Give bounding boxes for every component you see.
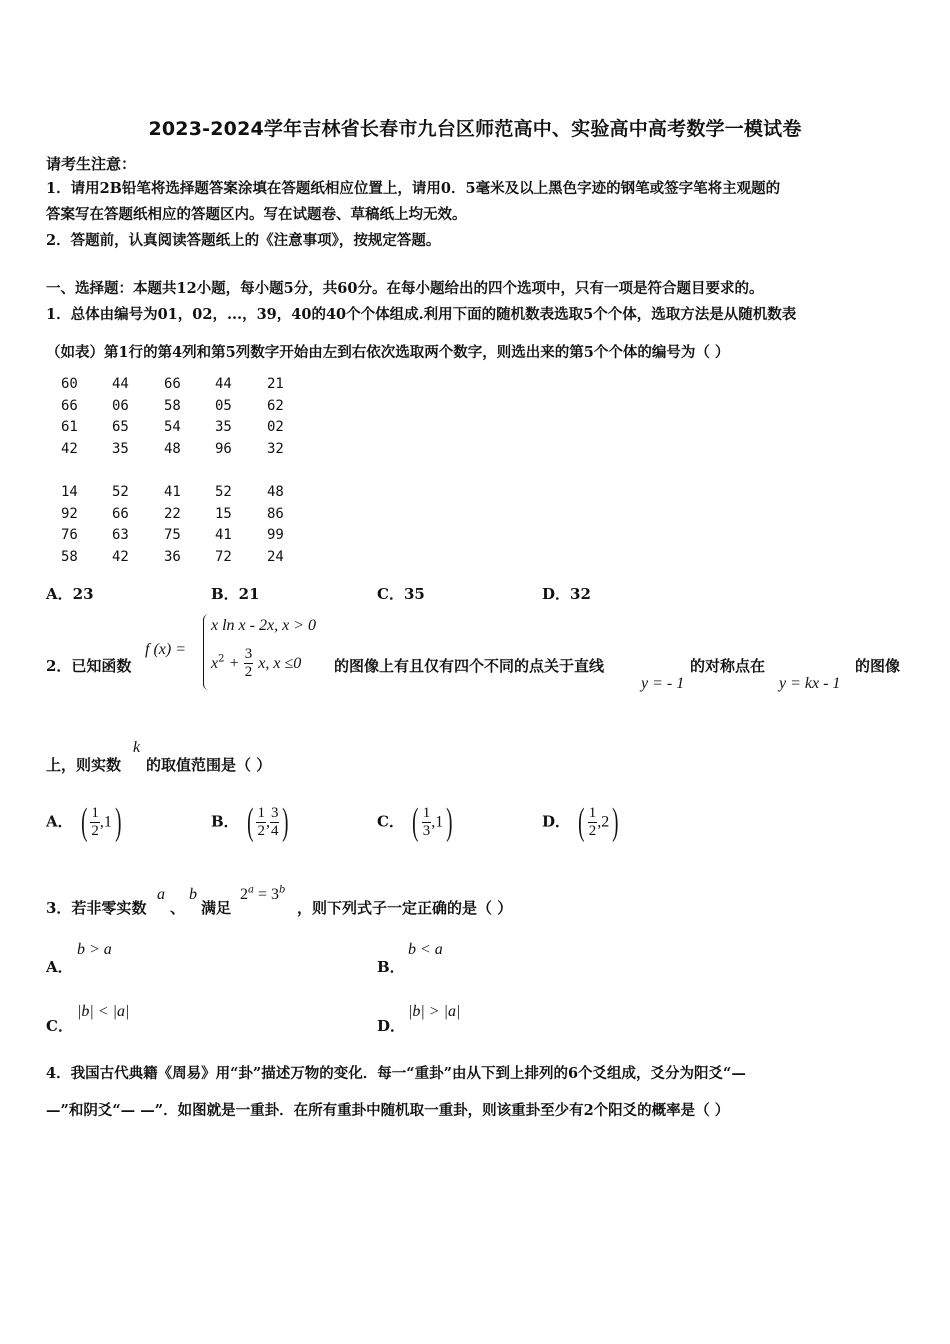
- q3-option-a-label[interactable]: A．: [46, 958, 73, 976]
- q4-line-1: 4．我国古代典籍《周易》用“卦”描述万物的变化．每一“重卦”由从下到上排列的6个爻组成，爻分为阳爻“—: [46, 1065, 746, 1082]
- q3-var-a: a: [157, 886, 165, 903]
- q2-text-mid-1: 的图像上有且仅有四个不同的点关于直线: [334, 657, 605, 675]
- table-cell: 66: [112, 505, 129, 522]
- q3-option-c-label[interactable]: C．: [46, 1017, 73, 1035]
- table-cell: 35: [112, 440, 129, 457]
- q3-option-a-expr[interactable]: b > a: [77, 941, 112, 958]
- table-cell: 58: [61, 548, 78, 565]
- q3-prefix: 3．若非零实数: [46, 899, 147, 917]
- q2-var-k: k: [133, 739, 141, 756]
- q3-option-c-expr[interactable]: |b| < |a|: [77, 1003, 130, 1020]
- table-cell: 42: [61, 440, 78, 457]
- table-cell: 15: [215, 505, 232, 522]
- q2-case-2-fraction: $\frac{3}{2}$: [244, 646, 253, 680]
- q2-line-kx: y = kx - 1: [779, 675, 841, 692]
- q1-line-2: （如表）第1行的第4列和第5列数字开始由左到右依次选取两个数字，则选出来的第5个个体的编号为（ ）: [46, 344, 730, 361]
- q2-case-1: x ln x - 2x, x > 0: [211, 617, 316, 634]
- table-cell: 66: [61, 397, 78, 414]
- q2-case-2: $x^2$ + $\frac{3}{2}$ x, x ≤0: [211, 646, 302, 680]
- q2-option-a[interactable]: A． ( $\frac{1}{2}$ ,1): [46, 801, 122, 843]
- table-cell: 62: [267, 397, 284, 414]
- table-cell: 72: [215, 548, 232, 565]
- table-cell: 65: [112, 419, 129, 435]
- q3-satisfy: 满足: [201, 899, 232, 917]
- q1-option-d[interactable]: D．32: [542, 585, 591, 603]
- q3-option-b-expr[interactable]: b < a: [408, 941, 443, 958]
- table-cell: 48: [164, 440, 181, 457]
- q2-prefix: 2．已知函数: [46, 657, 132, 675]
- table-cell: 22: [164, 505, 181, 522]
- q3-separator: 、: [170, 899, 186, 917]
- table-cell: 32: [267, 440, 284, 457]
- table-cell: 42: [112, 548, 129, 565]
- q3-option-d-label[interactable]: D．: [377, 1017, 406, 1035]
- table-cell: 61: [61, 419, 78, 435]
- notice-line-1a: 1．请用2B铅笔将选择题答案涂填在答题纸相应位置上，请用0．5毫米及以上黑色字迹的钢笔或签字笔将主观题的: [46, 180, 781, 197]
- notice-line-1b: 答案写在答题纸相应的答题区内。写在试题卷、草稿纸上均无效。: [46, 206, 467, 223]
- table-cell: 02: [267, 419, 284, 435]
- q1-option-c[interactable]: C．35: [377, 585, 425, 603]
- table-cell: 52: [215, 484, 232, 500]
- q2-option-c[interactable]: C． ( $\frac{1}{3}$ ,1): [377, 801, 453, 843]
- table-cell: 41: [215, 527, 232, 543]
- page-title: 2023-2024学年吉林省长春市九台区师范高中、实验高中高考数学一模试卷: [148, 118, 802, 140]
- q2-option-d[interactable]: D． ( $\frac{1}{2}$ ,2): [542, 801, 619, 843]
- table-cell: 06: [112, 397, 129, 414]
- q3-equation: $2^a = 3^b$: [240, 884, 286, 903]
- table-cell: 44: [112, 376, 129, 392]
- q2-option-b[interactable]: B． ( $\frac{1}{2}$ , $\frac{3}{4}$ ): [211, 801, 289, 843]
- q2-case-2-x: x: [211, 655, 219, 672]
- table-cell: 24: [267, 548, 284, 565]
- table-cell: 44: [215, 376, 232, 392]
- table-cell: 60: [61, 376, 78, 392]
- q2-text-mid-2: 的对称点在: [690, 657, 766, 675]
- table-cell: 21: [267, 376, 284, 392]
- q3-option-b-label[interactable]: B．: [377, 958, 405, 976]
- table-cell: 96: [215, 440, 232, 457]
- q2-line-2b: 的取值范围是（ ）: [146, 756, 272, 774]
- table-cell: 66: [164, 376, 181, 392]
- table-cell: 36: [164, 548, 181, 565]
- notice-heading: 请考生注意：: [46, 155, 137, 173]
- table-cell: 75: [164, 527, 181, 543]
- q2-case-2-plus: +: [229, 655, 239, 672]
- q2-function-name: f (x) =: [145, 641, 186, 658]
- section-heading: 一、选择题：本题共12小题，每小题5分，共60分。在每小题给出的四个选项中，只有一项是符合题目要求的。: [46, 280, 764, 297]
- table-cell: 35: [215, 419, 232, 435]
- table-cell: 52: [112, 484, 129, 500]
- q3-var-b: b: [189, 886, 197, 903]
- table-cell: 63: [112, 527, 129, 543]
- table-cell: 76: [61, 527, 78, 543]
- table-cell: 48: [267, 484, 284, 500]
- table-cell: 86: [267, 505, 284, 522]
- q2-text-end: 的图像: [855, 657, 901, 675]
- q1-line-1: 1．总体由编号为01，02，...，39，40的40个个体组成.利用下面的随机数表选取5个个体，选取方法是从随机数表: [46, 306, 797, 323]
- table-cell: 14: [61, 484, 78, 500]
- q4-line-2: —”和阴爻“— —”．如图就是一重卦．在所有重卦中随机取一重卦，则该重卦至少有2个阳爻的概率是（ ）: [46, 1102, 730, 1119]
- notice-line-2: 2．答题前，认真阅读答题纸上的《注意事项》，按规定答题。: [46, 232, 441, 249]
- table-cell: 41: [164, 484, 181, 500]
- table-cell: 05: [215, 397, 232, 414]
- table-cell: 92: [61, 505, 78, 522]
- q3-option-d-expr[interactable]: |b| > |a|: [408, 1003, 461, 1020]
- table-cell: 58: [164, 397, 181, 414]
- table-cell: 54: [164, 419, 181, 435]
- q2-line-y: y = - 1: [641, 675, 685, 692]
- q3-text-end: ，则下列式子一定正确的是（ ）: [297, 899, 513, 917]
- table-cell: 99: [267, 527, 284, 543]
- q1-option-b[interactable]: B．21: [211, 585, 260, 603]
- q1-option-a[interactable]: A．23: [46, 585, 94, 603]
- q2-line-2a: 上，则实数: [46, 756, 122, 774]
- q2-case-2-rest: x, x ≤0: [258, 655, 302, 672]
